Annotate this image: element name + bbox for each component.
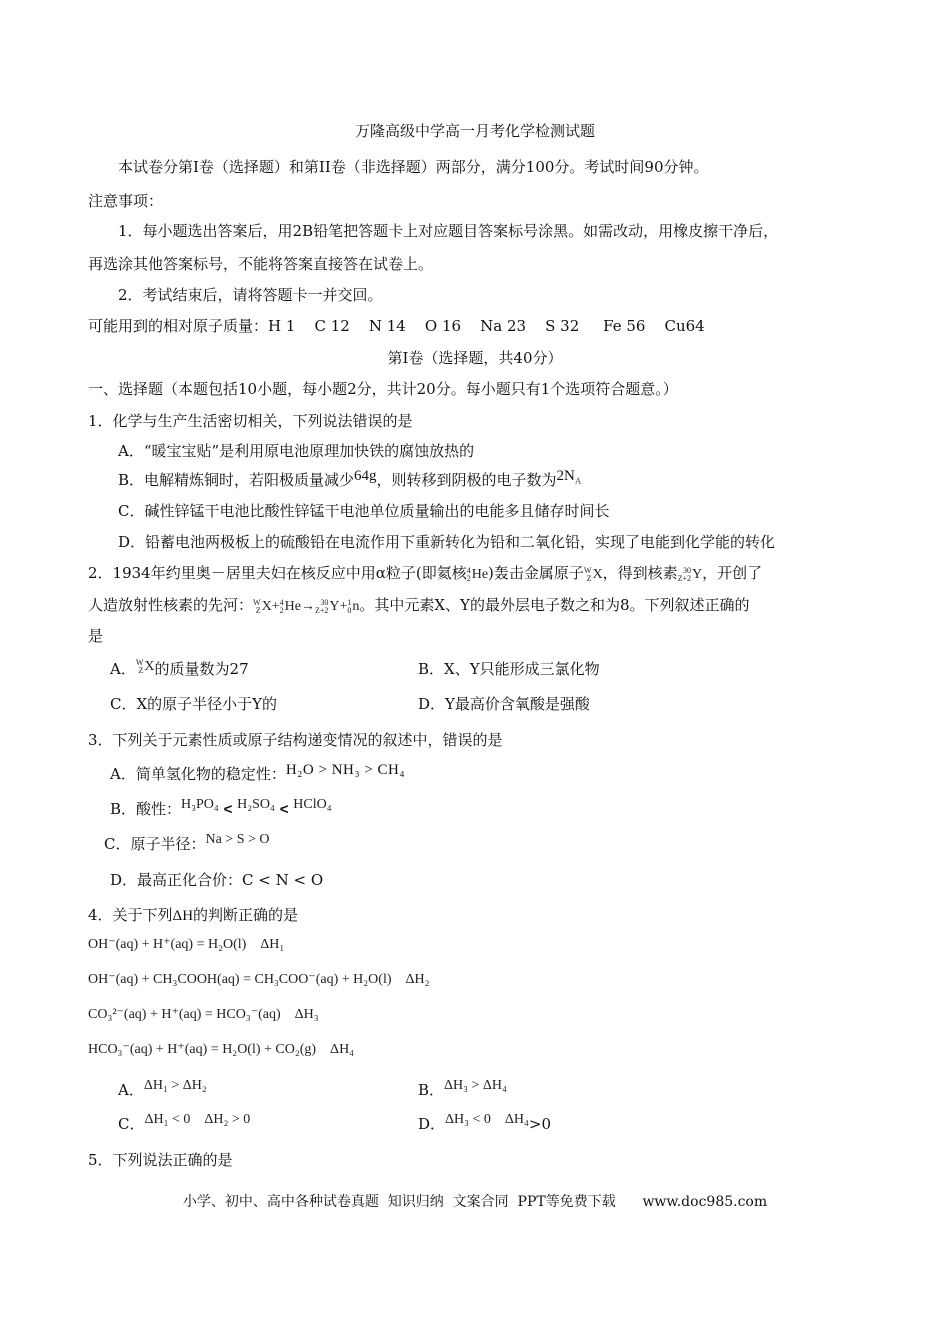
q1-b-text-1: B．电解精炼铜时，若阳极质量减少	[118, 471, 355, 489]
q3-stem: 3．下列关于元素性质或原子结构递变情况的叙述中，错误的是	[88, 731, 503, 749]
q4-option-b: B．ΔH₃ > ΔH₄	[418, 1078, 507, 1099]
q1-b-mass: 64g	[354, 468, 377, 484]
intro-text: 本试卷分第I卷（选择题）和第II卷（非选择题）两部分，满分100分。考试时间90分钟。	[118, 158, 709, 176]
q4-option-d: D．ΔH₃ < 0 ΔH₄>0	[418, 1112, 552, 1133]
q4-stem: 4．关于下列ΔH的判断正确的是	[88, 906, 299, 924]
q1-b-avogadro: $2N_A$	[556, 468, 582, 486]
q3-b-formula-3: HClO₄	[293, 797, 332, 812]
note-1-line-2: 再选涂其他答案标号，不能将答案直接答在试卷上。	[88, 255, 434, 273]
q1-option-a: A．“暖宝宝贴”是利用原电池原理加快铁的腐蚀放热的	[118, 442, 475, 460]
q2-text-6: 。其中元素X、Y的最外层电子数之和为8。下列叙述正确的	[359, 596, 750, 614]
q4-equation-4: HCO₃⁻(aq) + H⁺(aq) = H₂O(l) + CO₂(g) ΔH₄	[88, 1042, 355, 1057]
part-1-title: 第I卷（选择题，共40分）	[387, 349, 563, 367]
q3-b-formula-2: H₂SO₄	[237, 797, 275, 812]
nuclear-equation: W ZX+4 2He→ 30 Z+2Y+1 0n	[253, 597, 360, 615]
q3-a-formula: H₂O > NH₃ > CH₄	[285, 762, 406, 778]
q1-b-text-2: ，则转移到阴极的电子数为	[376, 471, 557, 489]
q4-equation-2: OH⁻(aq) + CH₃COOH(aq) = CH₃COO⁻(aq) + H₂O(l) ΔH₂	[88, 972, 430, 987]
q4-b-formula: ΔH₃ > ΔH₄	[444, 1078, 507, 1093]
note-1-line-1: 1．每小题选出答案后，用2B铅笔把答题卡上对应题目答案标号涂黑。如需改动，用橡皮擦干净后，	[118, 222, 779, 240]
q1-option-b	[118, 470, 581, 491]
q4-option-a: A．ΔH₁ > ΔH₂	[118, 1078, 207, 1099]
q4-d-formula: ΔH₃ < 0 ΔH₄	[445, 1112, 529, 1127]
x-nuclide: W ZX	[583, 565, 603, 583]
q3-option-d: D．最高正化合价：C < N < O	[110, 871, 324, 889]
q5-stem: 5．下列说法正确的是	[88, 1151, 233, 1169]
q4-c-formula: ΔH₁ < 0 ΔH₂ > 0	[144, 1112, 251, 1127]
q3-option-a: A．简单氢化物的稳定性：H₂O > NH₃ > CH₄	[110, 762, 406, 783]
q2-text-1: 2．1934年约里奥－居里夫妇在核反应中用α粒子(即氦核	[88, 564, 467, 582]
notes-heading: 注意事项：	[88, 192, 164, 210]
q2-option-c: C．X的原子半径小于Y的	[110, 695, 278, 713]
q1-option-c: C．碱性锌锰干电池比酸性锌锰干电池单位质量输出的电能多且储存时间长	[118, 502, 610, 520]
q2-text-5: 人造放射性核素的先河：	[88, 596, 254, 614]
q4-a-formula: ΔH₁ > ΔH₂	[143, 1078, 207, 1093]
q2-line-2	[88, 595, 750, 617]
q2-option-b: B．X、Y只能形成三氯化物	[418, 660, 600, 678]
he-nuclide: 4 2He	[466, 565, 489, 583]
q1-option-d: D．铅蓄电池两极板上的硫酸铅在电流作用下重新转化为铅和二氧化铅，实现了电能到化学能的转化	[118, 533, 776, 551]
q2-option-a: A．W ZX的质量数为27	[110, 657, 249, 678]
q3-b-formula-1: H₃PO₄	[181, 797, 219, 812]
q3-c-formula: Na > S > O	[205, 832, 270, 847]
q3-option-c: C．原子半径：Na > S > O	[104, 832, 270, 853]
y-nuclide: 30 Z+2Y	[677, 565, 703, 583]
x-nuclide-a: W ZX	[135, 657, 155, 675]
q3-option-b: B．酸性：H₃PO₄ < H₂SO₄ < HClO₄	[110, 797, 332, 818]
footer-text: 小学、初中、高中各种试卷真题 知识归纳 文案合同 PPT等免费下载 www.doc985.com	[182, 1194, 768, 1210]
q2-line-1	[88, 563, 762, 585]
q1-stem: 1．化学与生产生活密切相关，下列说法错误的是	[88, 412, 413, 430]
section-1-heading: 一、选择题（本题包括10小题，每小题2分，共计20分。每小题只有1个选项符合题意。）	[88, 380, 678, 398]
q2-line-3: 是	[88, 627, 104, 645]
atomic-masses: 可能用到的相对原子质量：H 1 C 12 N 14 O 16 Na 23 S 32 Fe 56 Cu64	[88, 317, 705, 335]
q4-option-c: C．ΔH₁ < 0 ΔH₂ > 0	[118, 1112, 251, 1133]
q4-equation-1: OH⁻(aq) + H⁺(aq) = H₂O(l) ΔH₁	[88, 937, 285, 952]
exam-title: 万隆高级中学高一月考化学检测试题	[354, 122, 595, 140]
delta-h-symbol: ΔH	[172, 908, 194, 924]
q2-text-3: ，得到核素	[602, 564, 678, 582]
q4-equation-3: CO₃²⁻(aq) + H⁺(aq) = HCO₃⁻(aq) ΔH₃	[88, 1007, 319, 1022]
note-2: 2．考试结束后，请将答题卡一并交回。	[118, 286, 383, 304]
q2-text-4: ，开创了	[702, 564, 763, 582]
q2-option-d: D．Y最高价含氧酸是强酸	[418, 695, 590, 713]
q2-text-2: )轰击金属原子	[488, 564, 584, 582]
